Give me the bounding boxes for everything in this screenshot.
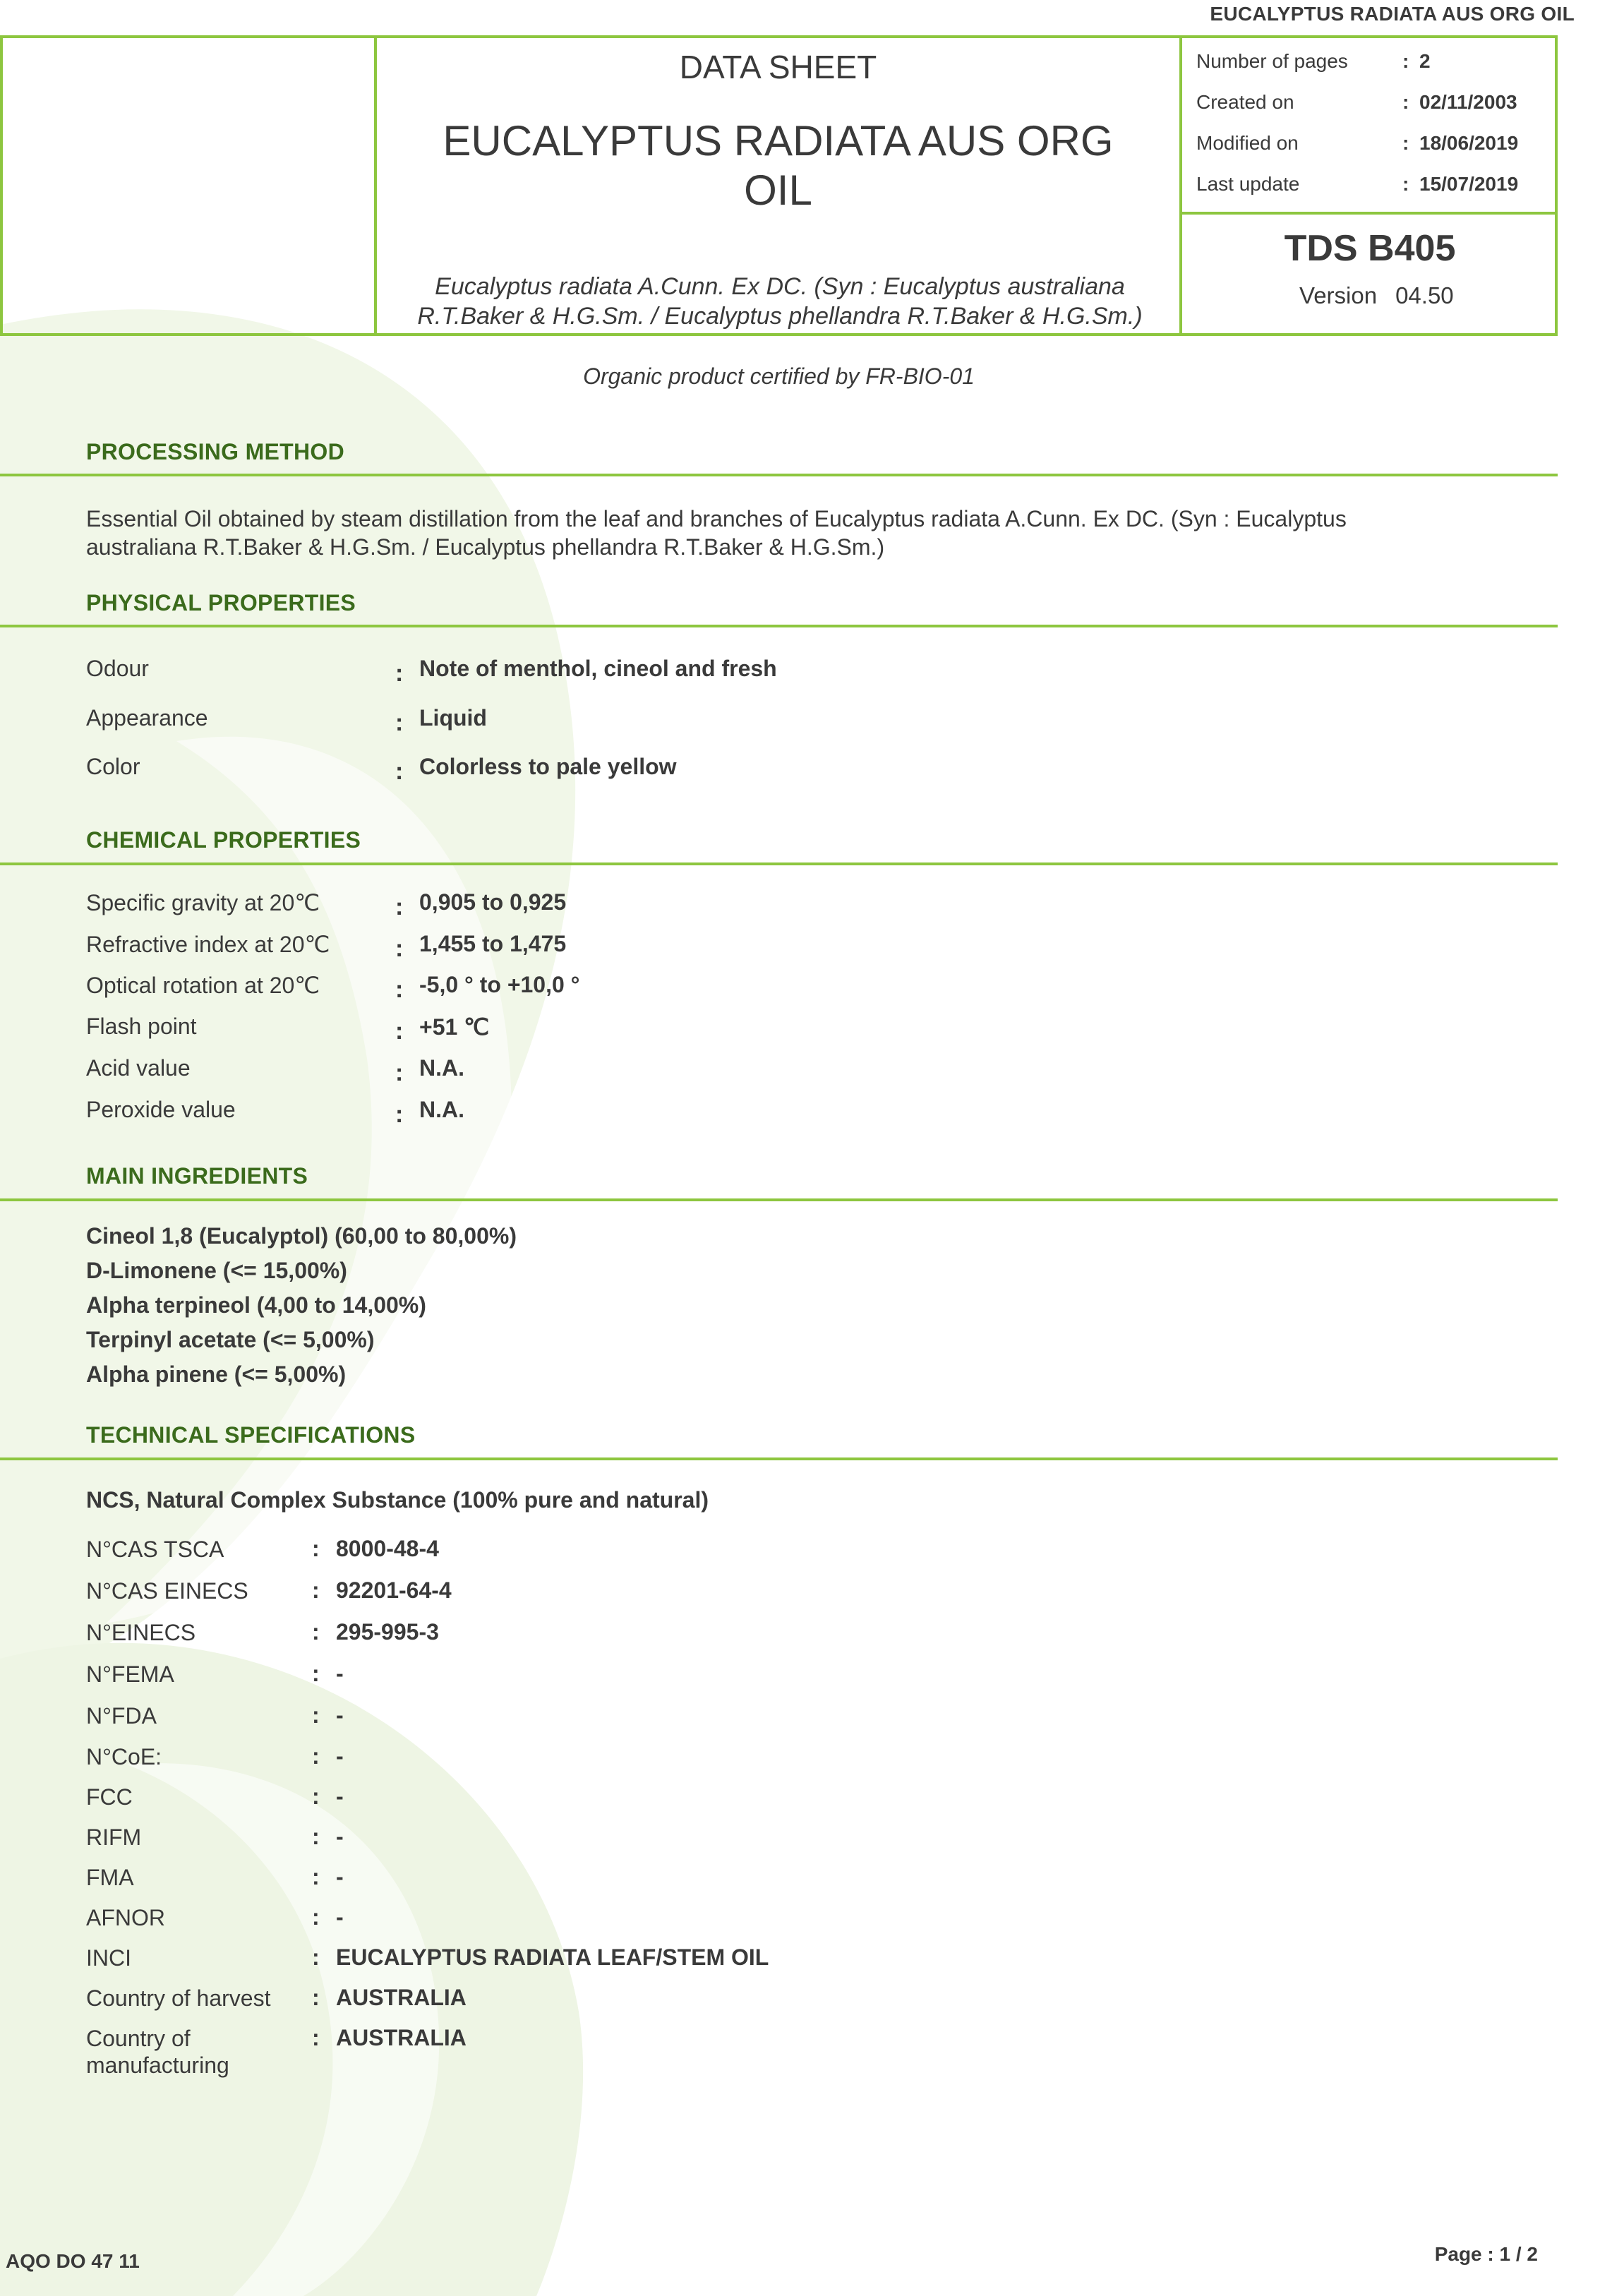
property-value: Colorless to pale yellow: [419, 754, 677, 779]
property-value: Liquid: [419, 705, 487, 731]
footer-page-number: Page : 1 / 2: [1434, 2243, 1538, 2265]
property-value: 0,905 to 0,925: [419, 889, 567, 915]
meta-label: Modified on: [1196, 132, 1299, 154]
tech-colon: :: [312, 1702, 320, 1728]
tech-colon: :: [312, 1864, 320, 1889]
tech-value: AUSTRALIA: [336, 2025, 467, 2050]
tech-colon: :: [312, 1985, 320, 2010]
section-title-ingredients: MAIN INGREDIENTS: [86, 1163, 308, 1189]
tech-value: -: [336, 1824, 344, 1849]
meta-value: 15/07/2019: [1419, 173, 1519, 195]
tech-label: N°FDA: [86, 1703, 157, 1729]
section-title-processing: PROCESSING METHOD: [86, 439, 345, 464]
property-label: Refractive index at 20℃: [86, 932, 330, 957]
tech-label: N°CAS EINECS: [86, 1578, 248, 1604]
property-value: +51 ℃: [419, 1014, 490, 1040]
tech-value: -: [336, 1904, 344, 1930]
tech-colon: :: [312, 1661, 320, 1686]
meta-row-created: [1196, 91, 1549, 119]
tech-value: EUCALYPTUS RADIATA LEAF/STEM OIL: [336, 1945, 769, 1970]
property-colon: :: [395, 935, 404, 962]
property-value: 1,455 to 1,475: [419, 931, 567, 956]
product-title-line1: EUCALYPTUS RADIATA AUS ORG: [443, 117, 1114, 164]
meta-label: Number of pages: [1196, 50, 1348, 72]
property-value: -5,0 ° to +10,0 °: [419, 972, 580, 997]
header-divider-meta: [1179, 212, 1558, 215]
property-value: Note of menthol, cineol and fresh: [419, 656, 777, 681]
product-title-line2: OIL: [744, 167, 812, 214]
section-divider: [0, 1457, 1558, 1460]
property-colon: :: [395, 709, 404, 736]
ingredient-item: Cineol 1,8 (Eucalyptol) (60,00 to 80,00%): [86, 1223, 517, 1249]
property-label: Peroxide value: [86, 1097, 236, 1122]
tech-label: Country of harvest: [86, 1985, 271, 2011]
property-label: Odour: [86, 656, 149, 681]
tech-value: 295-995-3: [336, 1619, 439, 1645]
tech-label: N°FEMA: [86, 1661, 174, 1687]
ingredient-item: Alpha pinene (<= 5,00%): [86, 1362, 347, 1387]
meta-label: Last update: [1196, 173, 1300, 195]
processing-text: [86, 505, 1498, 561]
meta-value: 02/11/2003: [1419, 91, 1517, 113]
tech-value: 92201-64-4: [336, 1577, 452, 1603]
ingredient-item: D-Limonene (<= 15,00%): [86, 1258, 347, 1283]
header-product-name: EUCALYPTUS RADIATA AUS ORG OIL: [1210, 3, 1575, 25]
section-divider: [0, 474, 1558, 476]
document-type-title: DATA SHEET: [679, 49, 877, 85]
tds-version-label: Version: [1299, 282, 1378, 308]
section-title-technical: TECHNICAL SPECIFICATIONS: [86, 1422, 416, 1448]
tds-version: [1299, 282, 1454, 309]
meta-value: 18/06/2019: [1419, 132, 1519, 154]
property-label: Appearance: [86, 705, 208, 731]
property-value: N.A.: [419, 1055, 464, 1081]
property-label: Acid value: [86, 1055, 191, 1081]
tech-value: 8000-48-4: [336, 1536, 439, 1561]
ingredient-item: Terpinyl acetate (<= 5,00%): [86, 1327, 375, 1352]
tech-colon: :: [312, 1784, 320, 1809]
tech-colon: :: [312, 1945, 320, 1970]
ncs-statement: NCS, Natural Complex Substance (100% pure and natural): [86, 1487, 709, 1513]
section-divider: [0, 862, 1558, 865]
meta-row-pages: [1196, 50, 1549, 78]
ingredient-item: Alpha terpineol (4,00 to 14,00%): [86, 1292, 426, 1318]
tech-colon: :: [312, 1577, 320, 1603]
section-divider: [0, 1198, 1558, 1201]
organic-certification: Organic product certified by FR-BIO-01: [583, 363, 975, 389]
property-colon: :: [395, 660, 404, 687]
tds-version-value: 04.50: [1395, 282, 1454, 308]
tech-colon: :: [312, 1904, 320, 1930]
meta-row-modified: [1196, 132, 1549, 160]
property-value: N.A.: [419, 1097, 464, 1122]
meta-row-last-update: [1196, 173, 1549, 201]
tech-label: FMA: [86, 1865, 134, 1890]
property-label: Flash point: [86, 1014, 197, 1039]
tech-value: -: [336, 1864, 344, 1889]
latin-name-line2: R.T.Baker & H.G.Sm. / Eucalyptus phellandra R.T.Baker & H.G.Sm.): [417, 303, 1143, 330]
processing-text-line2: australiana R.T.Baker & H.G.Sm. / Eucalyptus phellandra R.T.Baker & H.G.Sm.): [86, 534, 885, 560]
section-title-chemical: CHEMICAL PROPERTIES: [86, 827, 361, 853]
tech-value: AUSTRALIA: [336, 1985, 467, 2010]
tech-value: -: [336, 1661, 344, 1686]
tds-code: TDS B405: [1284, 228, 1456, 269]
property-colon: :: [395, 976, 404, 1003]
section-title-physical: PHYSICAL PROPERTIES: [86, 590, 356, 615]
meta-label: Created on: [1196, 91, 1294, 113]
tech-value: -: [336, 1784, 344, 1809]
product-title: [402, 116, 1154, 215]
latin-name: [395, 272, 1165, 331]
property-colon: :: [395, 1101, 404, 1128]
meta-colon: :: [1402, 173, 1409, 195]
header-divider-right: [1179, 35, 1182, 336]
property-colon: :: [395, 894, 404, 920]
tech-label: Country of manufacturing: [86, 2026, 229, 2078]
tech-value: -: [336, 1743, 344, 1769]
tech-label: INCI: [86, 1945, 131, 1971]
property-label: Color: [86, 754, 140, 779]
tech-colon: :: [312, 1536, 320, 1561]
tech-label: N°EINECS: [86, 1620, 196, 1645]
property-colon: :: [395, 758, 404, 785]
meta-colon: :: [1402, 132, 1409, 154]
property-label: Optical rotation at 20℃: [86, 973, 320, 998]
footer-doc-reference: AQO DO 47 11: [6, 2250, 140, 2272]
section-divider: [0, 625, 1558, 627]
tech-label: RIFM: [86, 1825, 142, 1850]
tech-colon: :: [312, 2025, 320, 2050]
tech-colon: :: [312, 1743, 320, 1769]
property-colon: :: [395, 1018, 404, 1045]
meta-value: 2: [1419, 50, 1431, 72]
tech-label: N°CAS TSCA: [86, 1537, 224, 1562]
latin-name-line1: Eucalyptus radiata A.Cunn. Ex DC. (Syn : Eucalyptus australiana: [435, 273, 1125, 300]
tech-colon: :: [312, 1619, 320, 1645]
processing-text-line1: Essential Oil obtained by steam distillation from the leaf and branches of Eucalyptus radiata A.Cunn. Ex DC. (Syn : Eucalyptus: [86, 506, 1347, 531]
tech-value: -: [336, 1702, 344, 1728]
property-colon: :: [395, 1059, 404, 1086]
meta-colon: :: [1402, 91, 1409, 113]
tech-label: AFNOR: [86, 1905, 165, 1930]
tech-label: FCC: [86, 1784, 133, 1810]
property-label: Specific gravity at 20℃: [86, 890, 320, 915]
meta-colon: :: [1402, 50, 1409, 72]
tech-colon: :: [312, 1824, 320, 1849]
tech-label: N°CoE:: [86, 1744, 162, 1769]
